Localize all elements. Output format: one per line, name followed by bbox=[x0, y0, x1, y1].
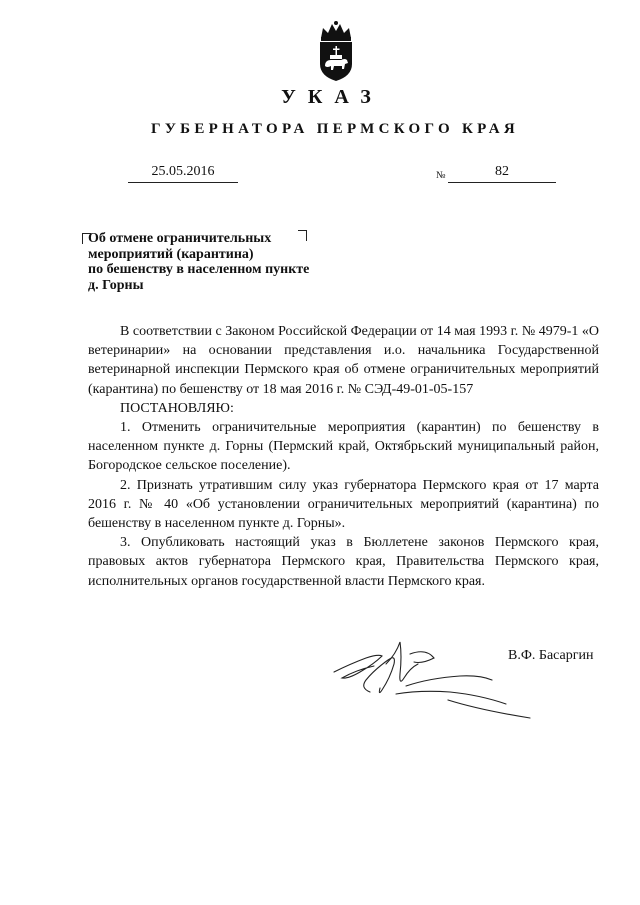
heading-line: мероприятий (карантина) bbox=[88, 246, 254, 262]
document-number: 82 bbox=[448, 164, 556, 183]
document-title: УКАЗ bbox=[281, 86, 383, 108]
number-label: № bbox=[436, 170, 446, 181]
heading-line: д. Горны bbox=[88, 277, 144, 293]
heading-line: Об отмене ограничительных bbox=[88, 231, 272, 246]
coat-of-arms-icon bbox=[315, 20, 357, 82]
document-body bbox=[88, 322, 599, 591]
decree-item: 3. Опубликовать настоящий указ в Бюллетене законов Пермского края, правовых актов губернатора Пермского края, Правительства Пермского края, исполнительных органов государственной власти Пермского края. bbox=[88, 535, 599, 589]
preamble-paragraph: В соответствии с Законом Российской Федерации от 14 мая 1993 г. № 4979-1 «О ветеринарии» на основании представления и.о. начальника Государственной ветеринарной инспекции Пермского края об отмене ограничительных мероприятий (карантина) по бешенству от 18 мая 2016 г. № СЭД-49-01-05-157 bbox=[88, 324, 599, 397]
document-date: 25.05.2016 bbox=[128, 164, 238, 183]
document-heading bbox=[88, 231, 309, 293]
signer-name: В.Ф. Басаргин bbox=[508, 648, 594, 663]
issuer-title: ГУБЕРНАТОРА ПЕРМСКОГО КРАЯ bbox=[150, 121, 519, 137]
decree-word: ПОСТАНОВЛЯЮ: bbox=[120, 400, 234, 416]
heading-line: по бешенству в населенном пункте bbox=[88, 262, 310, 277]
decree-item: 1. Отменить ограничительные мероприятия (карантин) по бешенству в населенном пункте д. Горны (Пермский край, Октябрьский муниципальный район, Богородское сельское поселение). bbox=[88, 420, 599, 474]
decree-item: 2. Признать утратившим силу указ губернатора Пермского края от 17 марта 2016 г. № 40 «Об установлении ограничительных мероприятий (карантина) по бешенству в населенном пункте д. Горны». bbox=[88, 477, 599, 532]
